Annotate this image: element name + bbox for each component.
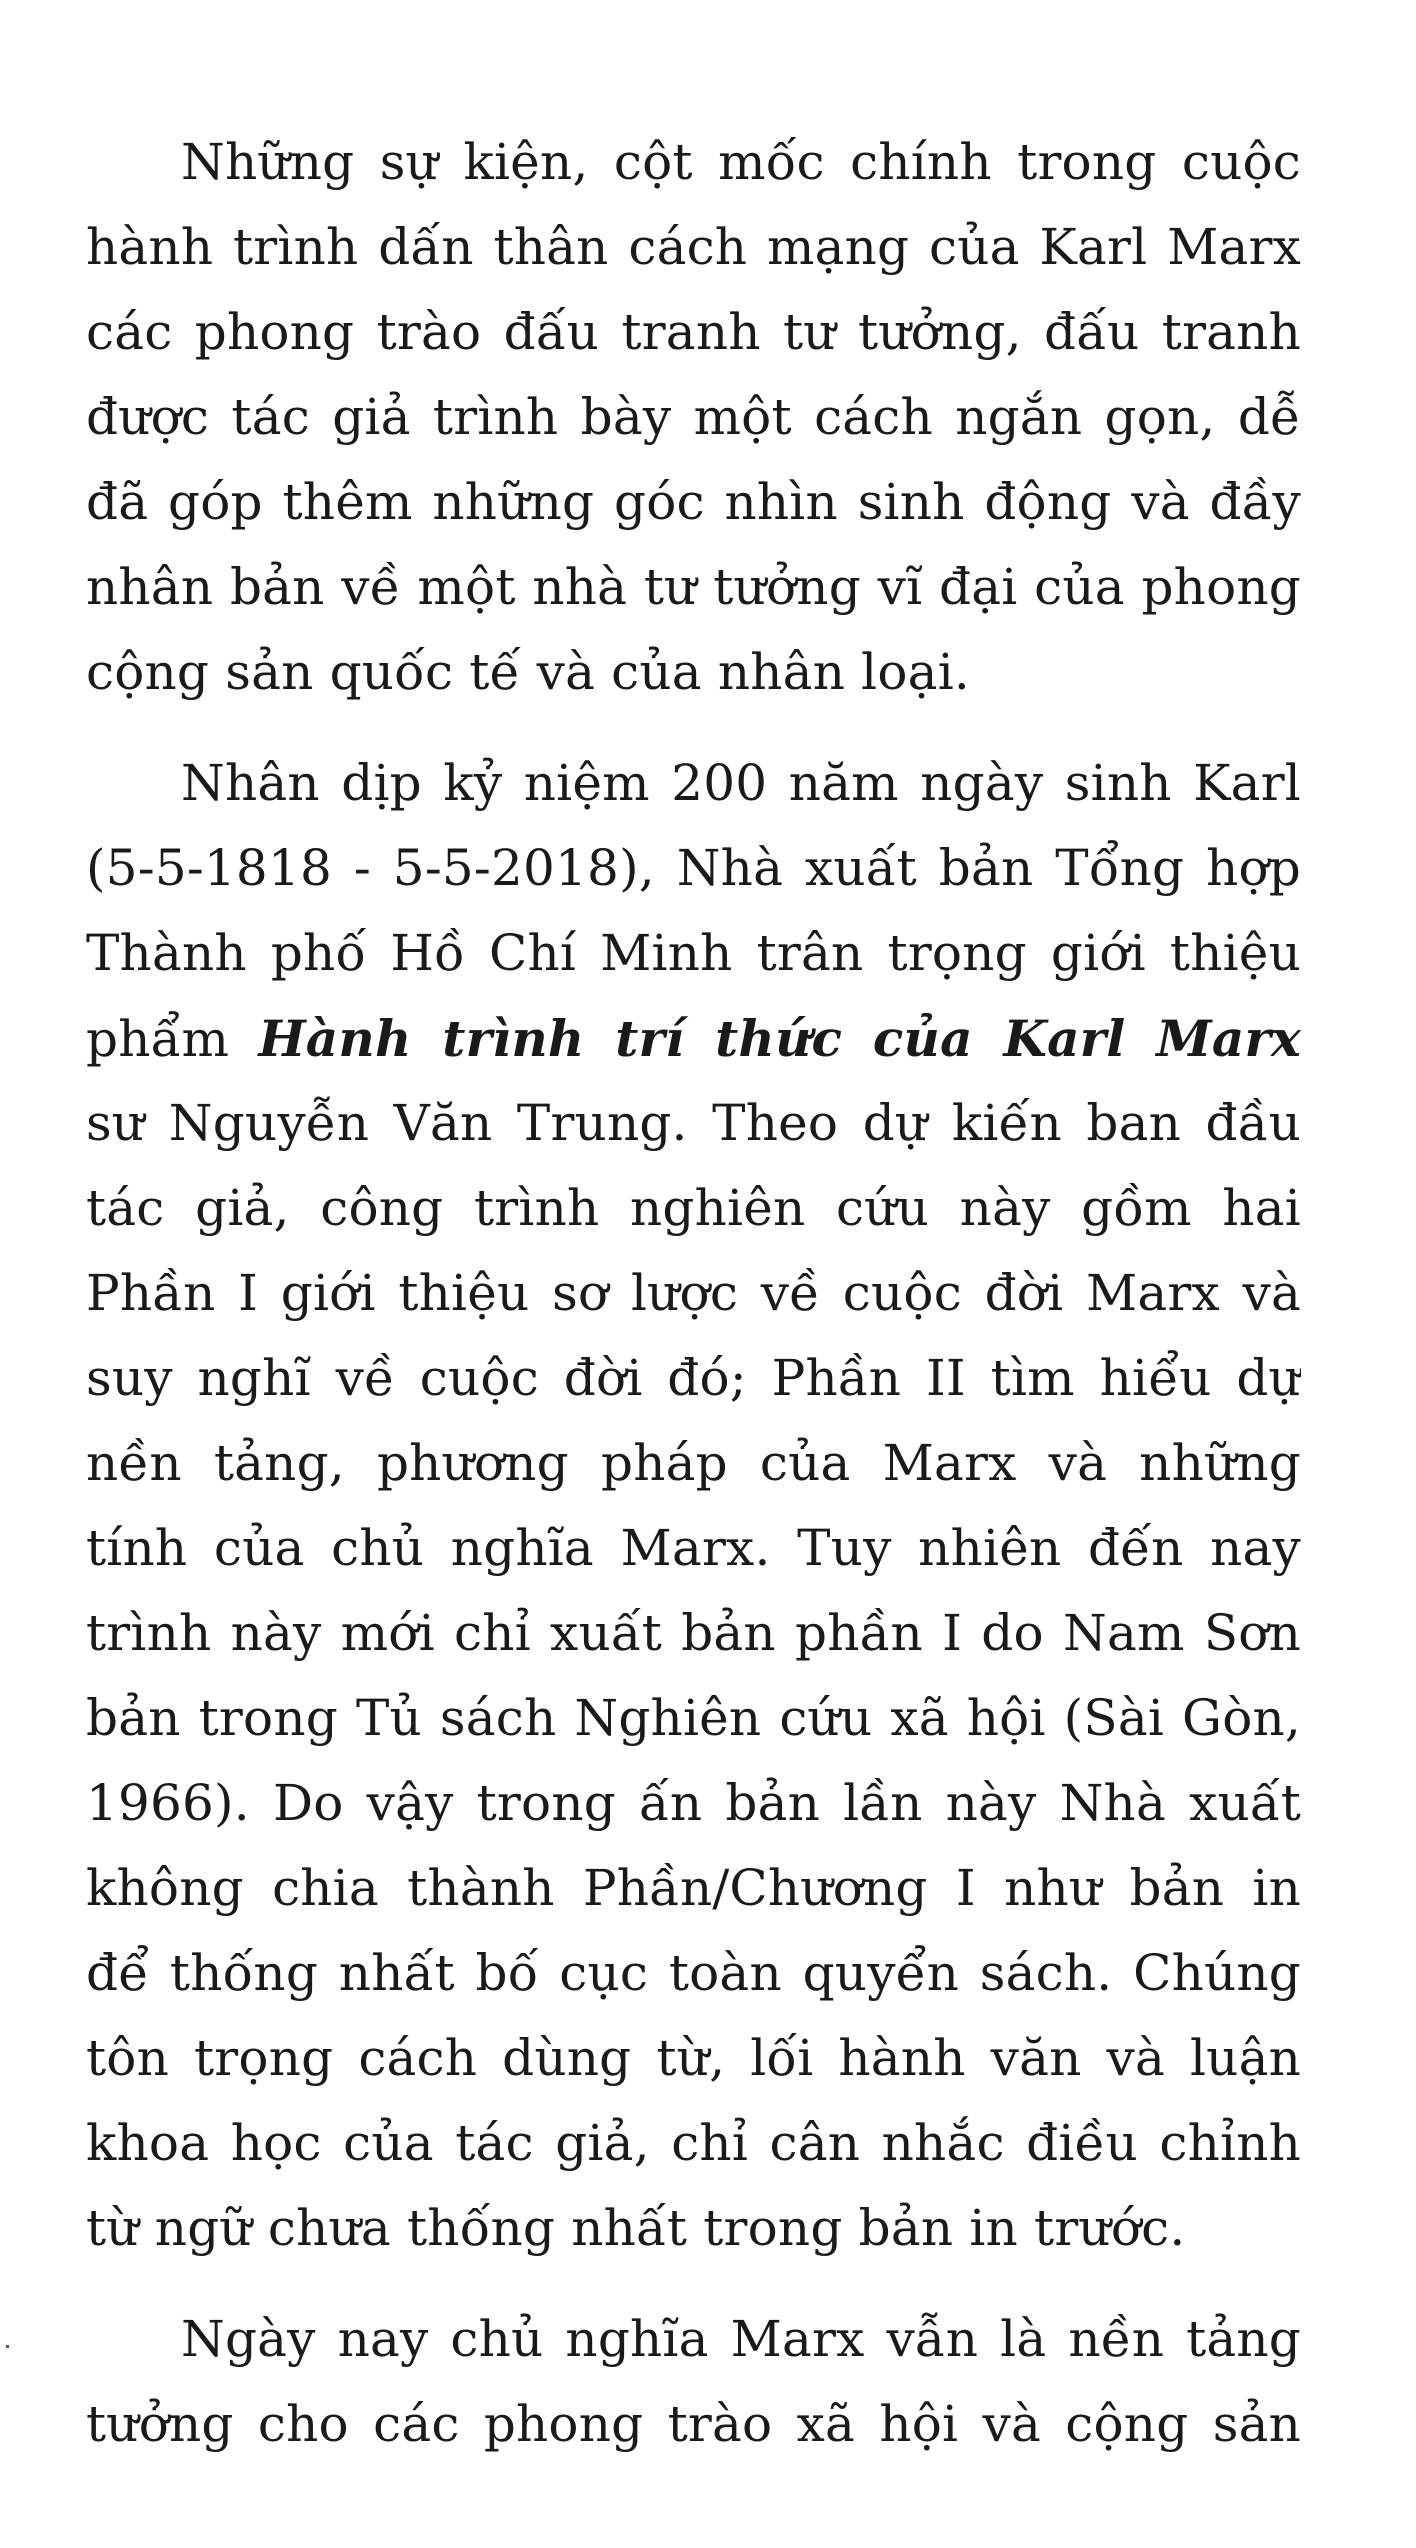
text-line: được tác giả trình bày một cách ngắn gọn, dễ bbox=[86, 388, 1301, 446]
text-line: Ngày nay chủ nghĩa Marx vẫn là nền tảng bbox=[181, 2310, 1301, 2368]
paragraph-3 bbox=[86, 2297, 1301, 2467]
text-line-with-title bbox=[86, 996, 1301, 1081]
text-line: tính của chủ nghĩa Marx. Tuy nhiên đến nay bbox=[86, 1519, 1301, 1577]
text-line: khoa học của tác giả, chỉ cân nhắc điều chỉnh bbox=[86, 2114, 1301, 2172]
text-line: tôn trọng cách dùng từ, lối hành văn và luận bbox=[86, 2029, 1301, 2087]
book-title: Hành trình trí thức của Karl Marx bbox=[258, 1009, 1301, 1068]
text-line: đã góp thêm những góc nhìn sinh động và đầy bbox=[86, 473, 1301, 531]
text-line: Thành phố Hồ Chí Minh trân trọng giới thiệu bbox=[86, 924, 1301, 982]
text-line: 1966). Do vậy trong ấn bản lần này Nhà xuất bbox=[86, 1774, 1301, 1832]
text-line: các phong trào đấu tranh tư tưởng, đấu tranh bbox=[86, 303, 1301, 361]
scan-speck bbox=[6, 2345, 9, 2348]
text-fragment: phẩm bbox=[86, 1010, 259, 1068]
text-line: suy nghĩ về cuộc đời đó; Phần II tìm hiểu dự bbox=[86, 1349, 1301, 1407]
text-line: hành trình dấn thân cách mạng của Karl Marx bbox=[86, 218, 1301, 276]
paragraph-1 bbox=[86, 120, 1301, 715]
text-line: không chia thành Phần/Chương I như bản in bbox=[86, 1859, 1301, 1917]
text-line: nền tảng, phương pháp của Marx và những bbox=[86, 1434, 1301, 1492]
text-line: để thống nhất bố cục toàn quyển sách. Chúng bbox=[86, 1944, 1301, 2002]
text-line: tưởng cho các phong trào xã hội và cộng sản bbox=[86, 2395, 1301, 2453]
text-line: Nhân dịp kỷ niệm 200 năm ngày sinh Karl bbox=[181, 754, 1301, 812]
text-line: sư Nguyễn Văn Trung. Theo dự kiến ban đầu bbox=[86, 1094, 1301, 1152]
text-line: trình này mới chỉ xuất bản phần I do Nam Sơn bbox=[86, 1604, 1301, 1662]
text-line: tác giả, công trình nghiên cứu này gồm hai bbox=[86, 1179, 1301, 1237]
body-text bbox=[86, 120, 1301, 2467]
text-line: (5-5-1818 - 5-5-2018), Nhà xuất bản Tổng hợp bbox=[86, 839, 1301, 897]
text-line: nhân bản về một nhà tư tưởng vĩ đại của phong bbox=[86, 558, 1301, 616]
text-line: từ ngữ chưa thống nhất trong bản in trước. bbox=[86, 2199, 1186, 2257]
paragraph-spacer bbox=[86, 2271, 1301, 2297]
text-line: Phần I giới thiệu sơ lược về cuộc đời Marx và bbox=[86, 1264, 1301, 1322]
text-line: bản trong Tủ sách Nghiên cứu xã hội (Sài Gòn, bbox=[86, 1689, 1301, 1747]
paragraph-2 bbox=[86, 741, 1301, 2271]
text-line: Những sự kiện, cột mốc chính trong cuộc bbox=[181, 133, 1301, 191]
text-line: cộng sản quốc tế và của nhân loại. bbox=[86, 643, 970, 701]
paragraph-spacer bbox=[86, 715, 1301, 741]
